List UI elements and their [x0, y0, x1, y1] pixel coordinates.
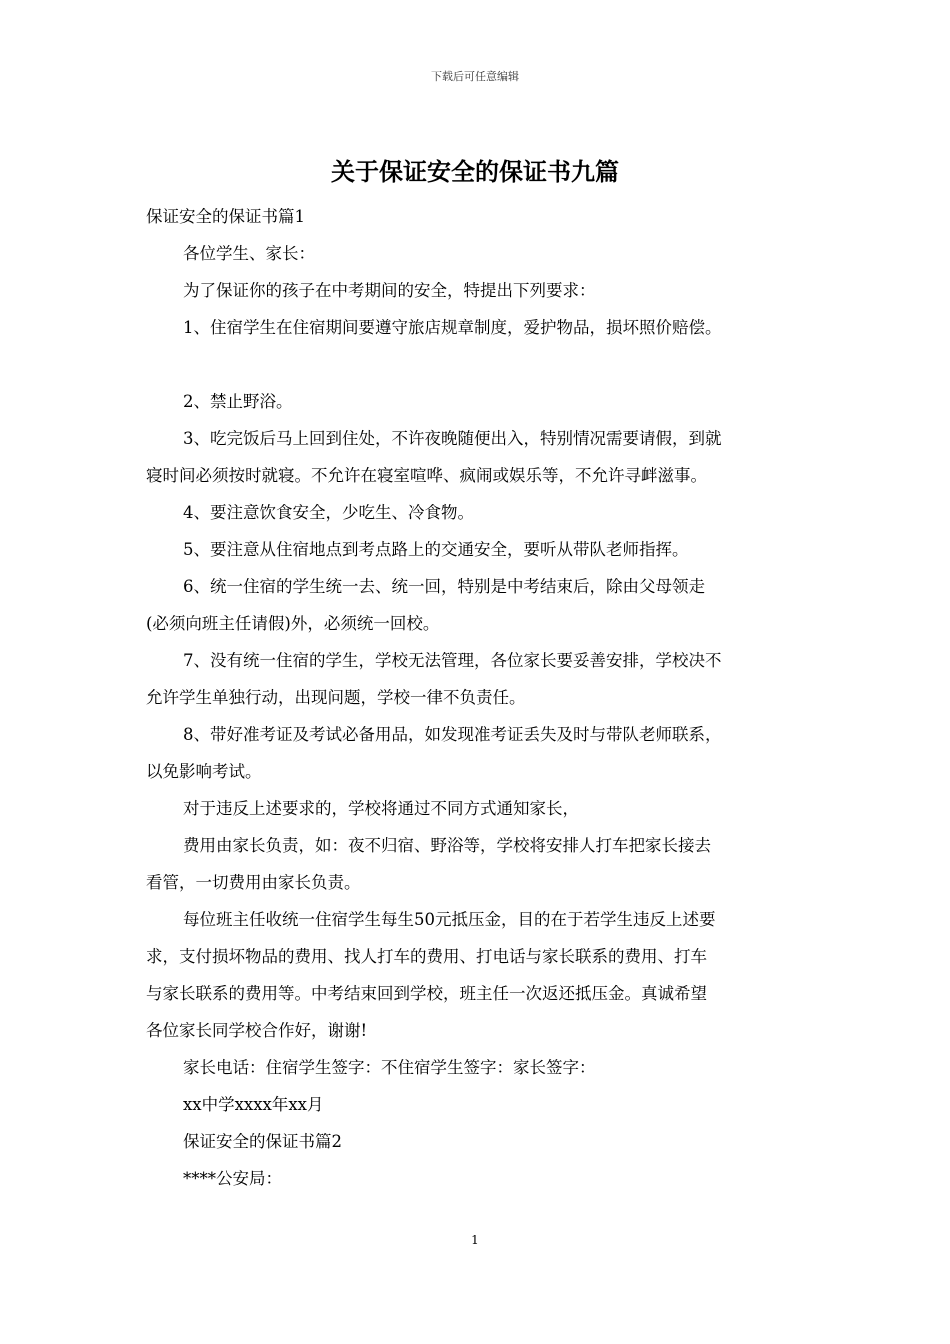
rule-item-continued: 以免影响考试。 [146, 762, 262, 781]
section-heading: 保证安全的保证书篇2 [183, 1132, 342, 1151]
document-title: 关于保证安全的保证书九篇 [331, 157, 619, 186]
blank-spacer [146, 346, 816, 383]
paragraph-continued: 与家长联系的费用等。中考结束回到学校，班主任一次返还抵压金。真诚希望 [146, 984, 707, 1003]
paragraph: 每位班主任收统一住宿学生每生50元抵压金，目的在于若学生违反上述要 [183, 910, 716, 929]
rule-item: 3、吃完饭后马上回到住处，不许夜晚随便出入，特别情况需要请假，到就 [183, 429, 722, 448]
salutation: 各位学生、家长： [183, 244, 315, 263]
document-body [146, 198, 816, 1197]
rule-item-continued: (必须向班主任请假)外，必须统一回校。 [146, 614, 440, 633]
rule-item: 2、禁止野浴。 [183, 392, 293, 411]
paragraph-continued: 看管，一切费用由家长负责。 [146, 873, 361, 892]
rule-item-continued: 寝时间必须按时就寝。不允许在寝室喧哗、疯闹或娱乐等，不允许寻衅滋事。 [146, 466, 707, 485]
rule-item: 5、要注意从住宿地点到考点路上的交通安全，要听从带队老师指挥。 [183, 540, 689, 559]
page-number: 1 [471, 1233, 479, 1247]
rule-item: 8、带好准考证及考试必备用品，如发现准考证丢失及时与带队老师联系， [183, 725, 722, 744]
section-heading: 保证安全的保证书篇1 [146, 207, 305, 226]
paragraph: 对于违反上述要求的，学校将通过不同方式通知家长， [183, 799, 579, 818]
rule-item: 1、住宿学生在住宿期间要遵守旅店规章制度，爱护物品，损坏照价赔偿。 [183, 318, 722, 337]
rule-item: 4、要注意饮食安全，少吃生、冷食物。 [183, 503, 474, 522]
rule-item: 6、统一住宿的学生统一去、统一回，特别是中考结束后，除由父母领走 [183, 577, 705, 596]
rule-item: 7、没有统一住宿的学生，学校无法管理，各位家长要妥善安排，学校决不 [183, 651, 722, 670]
date-line: xx中学xxxx年xx月 [183, 1095, 324, 1114]
header-note: 下载后可任意编辑 [431, 70, 519, 83]
paragraph-continued: 求，支付损坏物品的费用、找人打车的费用、打电话与家长联系的费用、打车 [146, 947, 707, 966]
paragraph: 为了保证你的孩子在中考期间的安全，特提出下列要求： [183, 281, 596, 300]
rule-item-continued: 允许学生单独行动，出现问题，学校一律不负责任。 [146, 688, 526, 707]
paragraph-continued: 各位家长同学校合作好，谢谢! [146, 1021, 368, 1040]
paragraph: 费用由家长负责，如：夜不归宿、野浴等，学校将安排人打车把家长接去 [183, 836, 711, 855]
salutation: ****公安局： [183, 1169, 282, 1188]
signature-line: 家长电话：住宿学生签字：不住宿学生签字：家长签字： [183, 1058, 596, 1077]
